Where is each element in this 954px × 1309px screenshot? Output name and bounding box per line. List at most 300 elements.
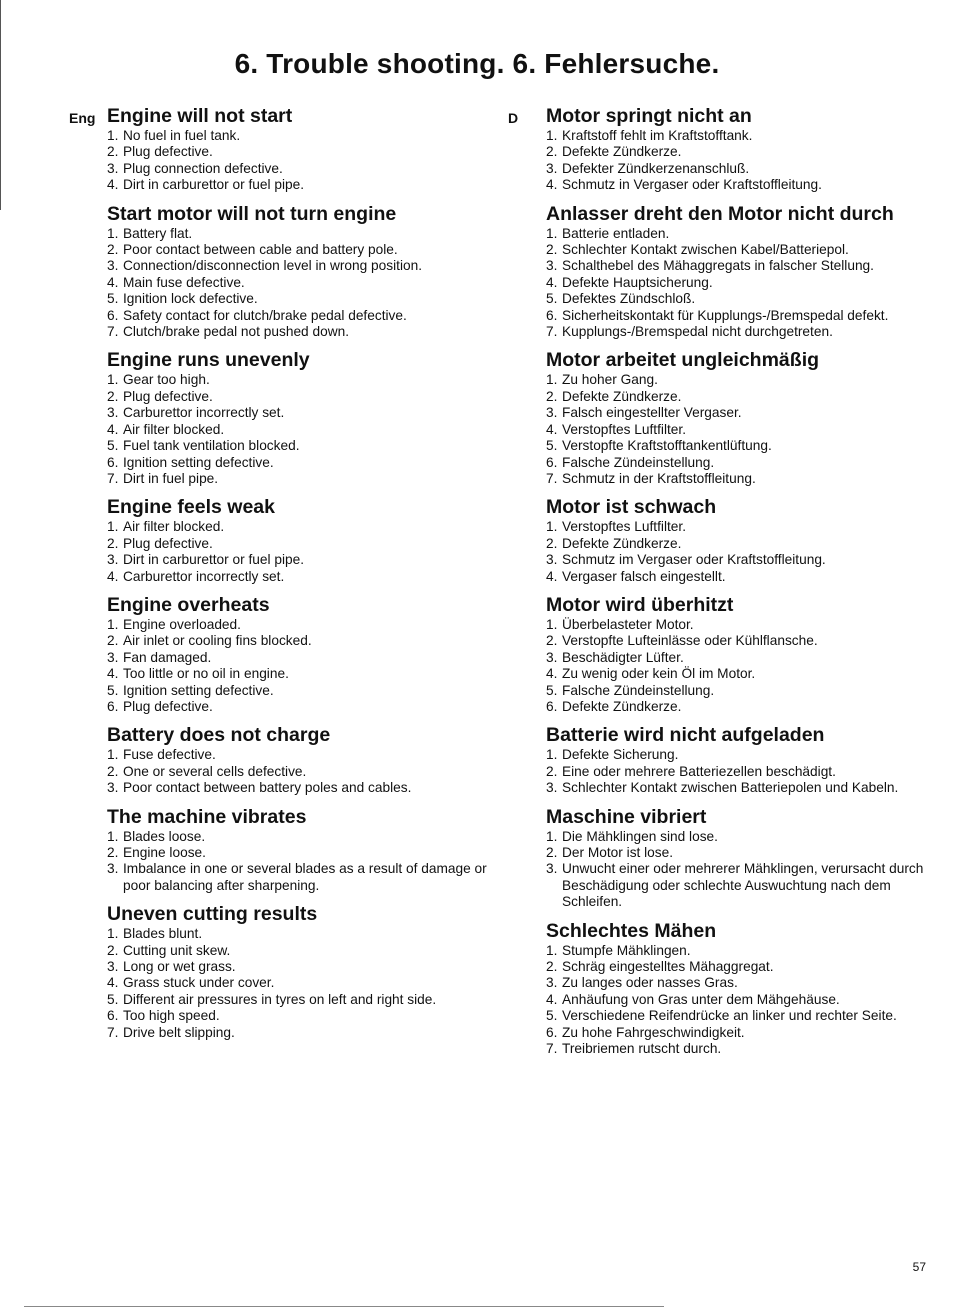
list-item-text: Der Motor ist lose. (562, 845, 674, 860)
list-item-text: Fuse defective. (123, 747, 216, 763)
list-item (546, 519, 926, 535)
list-item-text: Defekte Zündkerze. (562, 698, 682, 714)
section-heading: Engine runs unevenly (107, 349, 310, 372)
list-item (546, 650, 926, 666)
list-item-text: One or several cells defective. (123, 763, 307, 779)
list-item (107, 992, 487, 1008)
list-item-text: Engine loose. (123, 845, 206, 860)
list-item-text: Plug defective. (123, 144, 213, 160)
list-item-number: 7. (107, 470, 119, 486)
fault-list (546, 128, 926, 194)
list-item (546, 471, 926, 487)
german-section (546, 348, 926, 487)
list-item (546, 422, 926, 438)
section-heading: Uneven cutting results (107, 903, 318, 926)
list-item (546, 438, 926, 454)
list-item-number: 3. (546, 780, 558, 796)
list-item-text: Defektes Zündschloß. (562, 291, 696, 307)
list-item-number: 1. (107, 225, 119, 241)
list-item-number: 6. (107, 1008, 119, 1024)
list-item (107, 389, 487, 405)
fault-list (107, 372, 487, 487)
list-item-number: 3. (107, 649, 119, 665)
german-section (546, 202, 926, 341)
english-section (107, 348, 487, 487)
list-item-text: Unwucht einer oder mehrerer Mähklingen, verursacht durch Beschädigung oder schlechte Auswuchtung nach dem Schleifen. (562, 861, 924, 910)
list-item-text: Too little or no oil in engine. (123, 666, 289, 682)
list-item-number: 2. (546, 144, 558, 160)
list-item-number: 3. (107, 160, 119, 176)
list-item-number: 4. (546, 991, 558, 1007)
scan-bottom-line (24, 1306, 664, 1307)
list-item-text: Poor contact between cable and battery pole. (123, 242, 398, 258)
list-item-number: 5. (107, 291, 119, 307)
list-item-text: Carburettor incorrectly set. (123, 405, 285, 421)
list-item-number: 4. (107, 274, 119, 290)
list-item (107, 536, 487, 552)
list-item (107, 569, 487, 585)
list-item-number: 3. (107, 861, 119, 877)
list-item-number: 2. (107, 388, 119, 404)
list-item-number: 7. (546, 470, 558, 486)
list-item-number: 5. (546, 682, 558, 698)
list-item (107, 747, 487, 763)
list-item-number: 2. (107, 535, 119, 551)
fault-list (546, 829, 926, 911)
list-item-number: 1. (107, 616, 119, 632)
list-item-text: Clutch/brake pedal not pushed down. (123, 324, 349, 340)
list-item-number: 4. (546, 666, 558, 682)
list-item-text: Dirt in carburettor or fuel pipe. (123, 177, 305, 193)
list-item-number: 3. (546, 861, 558, 877)
list-item-number: 2. (107, 144, 119, 160)
list-item-number: 1. (107, 372, 119, 388)
fault-list (107, 747, 487, 796)
list-item (546, 992, 926, 1008)
german-column (546, 104, 926, 1057)
list-item (107, 438, 487, 454)
list-item-text: Defekte Hauptsicherung. (562, 274, 713, 290)
list-item (107, 1025, 487, 1041)
page-number: 57 (912, 1260, 926, 1274)
list-item-number: 2. (107, 242, 119, 258)
list-item-text: Battery flat. (123, 225, 193, 241)
list-item-text: Stumpfe Mähklingen. (562, 942, 691, 958)
list-item-number: 1. (107, 926, 119, 942)
german-section (546, 593, 926, 715)
english-section (107, 495, 487, 585)
list-item-text: Verstopfte Kraftstofftankentlüftung. (562, 438, 772, 454)
section-heading: Engine will not start (107, 105, 293, 127)
list-item (107, 1008, 487, 1024)
list-item-text: Too high speed. (123, 1008, 220, 1024)
list-item-number: 5. (107, 438, 119, 454)
list-item-text: Zu langes oder nasses Gras. (562, 975, 738, 991)
section-heading: Engine overheats (107, 593, 270, 616)
list-item-number: 2. (546, 959, 558, 975)
list-item (546, 455, 926, 471)
list-item-text: Verschiedene Reifendrücke an linker und rechter Seite. (562, 1008, 897, 1024)
list-item (107, 161, 487, 177)
list-item-number: 5. (107, 991, 119, 1007)
list-item (546, 666, 926, 682)
list-item-number: 3. (546, 552, 558, 568)
list-item (546, 975, 926, 991)
list-item (107, 861, 487, 894)
list-item-number: 1. (107, 747, 119, 763)
list-item-number: 1. (546, 828, 558, 844)
list-item-number: 1. (546, 372, 558, 388)
list-item-text: Plug defective. (123, 388, 213, 404)
list-item (107, 975, 487, 991)
list-item-number: 3. (107, 780, 119, 796)
list-item-number: 2. (546, 535, 558, 551)
list-item (546, 226, 926, 242)
list-item-number: 4. (546, 421, 558, 437)
fault-list (107, 829, 487, 895)
section-heading: Motor springt nicht an (546, 105, 752, 127)
list-item-text: Schlechter Kontakt zwischen Batteriepolen und Kabeln. (562, 780, 899, 796)
list-item-text: Fuel tank ventilation blocked. (123, 438, 300, 454)
list-item-number: 5. (546, 438, 558, 454)
page-title: 6. Trouble shooting. 6. Fehlersuche. (234, 48, 720, 79)
list-item-number: 3. (107, 258, 119, 274)
list-item (546, 144, 926, 160)
list-item-text: Schlechter Kontakt zwischen Kabel/Batteriepol. (562, 242, 849, 258)
german-section (546, 805, 926, 911)
list-item-text: Carburettor incorrectly set. (123, 568, 285, 584)
list-item-number: 6. (107, 307, 119, 323)
list-item (107, 455, 487, 471)
list-item-text: Different air pressures in tyres on left and right side. (123, 991, 437, 1007)
list-item-number: 3. (107, 552, 119, 568)
list-item-number: 1. (546, 942, 558, 958)
list-item-text: Blades blunt. (123, 926, 203, 942)
list-item-number: 2. (107, 763, 119, 779)
list-item-number: 6. (546, 307, 558, 323)
list-item-text: Ignition lock defective. (123, 291, 258, 307)
list-item-number: 3. (546, 975, 558, 991)
list-item-number: 1. (546, 519, 558, 535)
list-item-number: 3. (546, 160, 558, 176)
list-item-text: Schräg eingestelltes Mähaggregat. (562, 959, 774, 975)
section-heading: Motor wird überhitzt (546, 593, 734, 616)
list-item-number: 1. (107, 128, 119, 143)
list-item-text: Fan damaged. (123, 649, 212, 665)
section-heading: Engine feels weak (107, 496, 275, 519)
list-item-number: 4. (546, 568, 558, 584)
fault-list (546, 226, 926, 341)
list-item (546, 405, 926, 421)
list-item-text: Die Mähklingen sind lose. (562, 828, 718, 844)
list-item (107, 258, 487, 274)
list-item (546, 308, 926, 324)
section-heading: Anlasser dreht den Motor nicht durch (546, 202, 894, 225)
list-item-number: 2. (546, 763, 558, 779)
list-item-text: Treibriemen rutscht durch. (562, 1041, 722, 1057)
fault-list (107, 926, 487, 1041)
list-item-text: Safety contact for clutch/brake pedal defective. (123, 307, 407, 323)
list-item-text: Batterie entladen. (562, 225, 670, 241)
list-item (546, 683, 926, 699)
list-item-number: 6. (107, 698, 119, 714)
list-item-text: Überbelasteter Motor. (562, 616, 694, 632)
list-item (107, 144, 487, 160)
fault-list (546, 519, 926, 585)
list-item-text: Cutting unit skew. (123, 942, 231, 958)
list-item (107, 829, 487, 845)
list-item-text: Zu hoher Gang. (562, 372, 658, 388)
list-item-text: Kraftstoff fehlt im Kraftstofftank. (562, 128, 753, 143)
german-section (546, 104, 926, 194)
list-item (107, 519, 487, 535)
list-item (546, 699, 926, 715)
list-item (546, 1041, 926, 1057)
list-item (546, 633, 926, 649)
list-item (546, 780, 926, 796)
list-item-number: 3. (546, 258, 558, 274)
list-item-number: 2. (107, 942, 119, 958)
fault-list (546, 372, 926, 487)
list-item (546, 161, 926, 177)
list-item-text: Eine oder mehrere Batteriezellen beschädigt. (562, 763, 836, 779)
list-item-text: Kupplungs-/Bremspedal nicht durchgetreten. (562, 324, 833, 340)
list-item (107, 650, 487, 666)
list-item-number: 7. (546, 1041, 558, 1057)
english-section (107, 805, 487, 895)
list-item-number: 2. (546, 242, 558, 258)
list-item-number: 7. (546, 324, 558, 340)
list-item (107, 128, 487, 144)
list-item (546, 617, 926, 633)
list-item-number: 2. (546, 845, 558, 860)
list-item-number: 7. (107, 1024, 119, 1040)
list-item-text: Dirt in fuel pipe. (123, 470, 219, 486)
list-item-text: Air filter blocked. (123, 519, 225, 535)
list-item-number: 1. (546, 225, 558, 241)
fault-list (546, 747, 926, 796)
list-item-text: Falsche Zündeinstellung. (562, 454, 715, 470)
list-item (107, 845, 487, 861)
list-item (107, 633, 487, 649)
list-item (107, 764, 487, 780)
list-item-text: Defekte Zündkerze. (562, 388, 682, 404)
list-item (546, 764, 926, 780)
list-item (546, 959, 926, 975)
list-item-text: Beschädigter Lüfter. (562, 649, 684, 665)
list-item-number: 3. (107, 405, 119, 421)
list-item (546, 275, 926, 291)
list-item (107, 780, 487, 796)
section-heading: Maschine vibriert (546, 805, 707, 828)
list-item-number: 2. (107, 633, 119, 649)
german-section (546, 495, 926, 585)
list-item (546, 1008, 926, 1024)
list-item-text: Plug defective. (123, 698, 213, 714)
list-item-text: Plug connection defective. (123, 160, 283, 176)
list-item-text: Sicherheitskontakt für Kupplungs-/Bremspedal defekt. (562, 307, 889, 323)
list-item-text: Imbalance in one or several blades as a result of damage or poor balancing after sharpening. (123, 861, 487, 893)
list-item-text: Falsch eingestellter Vergaser. (562, 405, 742, 421)
list-item-number: 1. (107, 519, 119, 535)
list-item-text: Zu hohe Fahrgeschwindigkeit. (562, 1024, 745, 1040)
list-item-text: Ignition setting defective. (123, 454, 274, 470)
list-item-number: 1. (546, 616, 558, 632)
list-item-text: Grass stuck under cover. (123, 975, 275, 991)
list-item (107, 683, 487, 699)
language-tag-english: Eng (69, 110, 96, 126)
section-heading: Batterie wird nicht aufgeladen (546, 724, 825, 747)
language-tag-german: D (508, 110, 519, 126)
list-item (107, 275, 487, 291)
list-item-text: Verstopftes Luftfilter. (562, 421, 687, 437)
list-item (107, 226, 487, 242)
list-item-number: 1. (107, 828, 119, 844)
list-item (107, 291, 487, 307)
list-item (546, 372, 926, 388)
scan-margin-line (0, 0, 1, 210)
list-item-number: 4. (107, 177, 119, 193)
list-item-text: Schalthebel des Mähaggregats in falscher Stellung. (562, 258, 874, 274)
list-item-text: Defekte Zündkerze. (562, 144, 682, 160)
list-item-number: 2. (107, 845, 119, 860)
list-item-text: Main fuse defective. (123, 274, 245, 290)
list-item-text: Anhäufung von Gras unter dem Mähgehäuse. (562, 991, 840, 1007)
list-item-text: Verstopfte Lufteinlässe oder Kühlflansche. (562, 633, 818, 649)
list-item (107, 422, 487, 438)
german-section (546, 723, 926, 796)
list-item (546, 242, 926, 258)
list-item (107, 372, 487, 388)
list-item-text: Gear too high. (123, 372, 210, 388)
list-item (546, 829, 926, 845)
section-heading: Motor ist schwach (546, 496, 717, 519)
list-item-number: 6. (546, 1024, 558, 1040)
list-item (107, 552, 487, 568)
section-heading: Battery does not charge (107, 724, 331, 747)
list-item (546, 861, 926, 910)
list-item (107, 471, 487, 487)
list-item (107, 943, 487, 959)
list-item (546, 552, 926, 568)
german-section (546, 919, 926, 1058)
list-item-text: Long or wet grass. (123, 959, 236, 975)
list-item-text: Plug defective. (123, 535, 213, 551)
list-item-text: Air filter blocked. (123, 421, 225, 437)
list-item-text: Zu wenig oder kein Öl im Motor. (562, 666, 756, 682)
list-item (546, 324, 926, 340)
list-item (107, 666, 487, 682)
fault-list (546, 943, 926, 1058)
list-item-number: 3. (546, 405, 558, 421)
list-item-text: Vergaser falsch eingestellt. (562, 568, 726, 584)
list-item-number: 3. (107, 959, 119, 975)
list-item-text: Schmutz in Vergaser oder Kraftstoffleitung. (562, 177, 822, 193)
list-item-text: Poor contact between battery poles and cables. (123, 780, 412, 796)
english-section (107, 723, 487, 796)
english-section (107, 593, 487, 715)
list-item (546, 1025, 926, 1041)
section-heading: Schlechtes Mähen (546, 919, 717, 942)
list-item (107, 308, 487, 324)
list-item-number: 2. (546, 388, 558, 404)
list-item-number: 6. (546, 454, 558, 470)
list-item-number: 3. (546, 649, 558, 665)
list-item-text: Connection/disconnection level in wrong position. (123, 258, 423, 274)
list-item (546, 128, 926, 144)
list-item-text: Schmutz im Vergaser oder Kraftstoffleitung. (562, 552, 826, 568)
fault-list (546, 617, 926, 715)
list-item-number: 5. (546, 1008, 558, 1024)
fault-list (107, 226, 487, 341)
section-heading: Motor arbeitet ungleichmäßig (546, 349, 820, 372)
list-item-text: Falsche Zündeinstellung. (562, 682, 715, 698)
list-item-number: 4. (546, 274, 558, 290)
list-item-number: 4. (107, 975, 119, 991)
list-item-number: 4. (546, 177, 558, 193)
list-item (546, 291, 926, 307)
list-item-number: 4. (107, 666, 119, 682)
list-item (107, 926, 487, 942)
list-item-text: Drive belt slipping. (123, 1024, 235, 1040)
list-item-text: Defekte Zündkerze. (562, 535, 682, 551)
english-section (107, 202, 487, 341)
list-item-text: Ignition setting defective. (123, 682, 274, 698)
list-item (107, 699, 487, 715)
english-section (107, 104, 487, 194)
list-item (107, 242, 487, 258)
section-heading: The machine vibrates (107, 805, 307, 828)
list-item-number: 7. (107, 324, 119, 340)
list-item-number: 1. (546, 128, 558, 143)
list-item (107, 177, 487, 193)
list-item-number: 1. (546, 747, 558, 763)
list-item (107, 617, 487, 633)
list-item-text: Blades loose. (123, 828, 206, 844)
english-section (107, 902, 487, 1041)
fault-list (107, 617, 487, 715)
list-item-number: 2. (546, 633, 558, 649)
list-item (546, 747, 926, 763)
list-item-text: Dirt in carburettor or fuel pipe. (123, 552, 305, 568)
list-item-number: 4. (107, 568, 119, 584)
english-column (107, 104, 487, 1041)
list-item (546, 569, 926, 585)
list-item-text: Engine overloaded. (123, 616, 241, 632)
list-item-number: 5. (107, 682, 119, 698)
list-item (546, 943, 926, 959)
list-item (107, 405, 487, 421)
list-item (107, 959, 487, 975)
list-item (546, 389, 926, 405)
list-item (546, 536, 926, 552)
list-item-number: 5. (546, 291, 558, 307)
list-item-text: Defekte Sicherung. (562, 747, 679, 763)
section-heading: Start motor will not turn engine (107, 202, 397, 225)
list-item (546, 845, 926, 861)
fault-list (107, 128, 487, 194)
list-item (546, 258, 926, 274)
list-item-number: 6. (107, 454, 119, 470)
list-item-text: Verstopftes Luftfilter. (562, 519, 687, 535)
list-item-number: 6. (546, 698, 558, 714)
list-item-text: Schmutz in der Kraftstoffleitung. (562, 470, 756, 486)
list-item-text: No fuel in fuel tank. (123, 128, 241, 143)
list-item-text: Defekter Zündkerzenanschluß. (562, 160, 750, 176)
list-item-text: Air inlet or cooling fins blocked. (123, 633, 312, 649)
fault-list (107, 519, 487, 585)
list-item (107, 324, 487, 340)
